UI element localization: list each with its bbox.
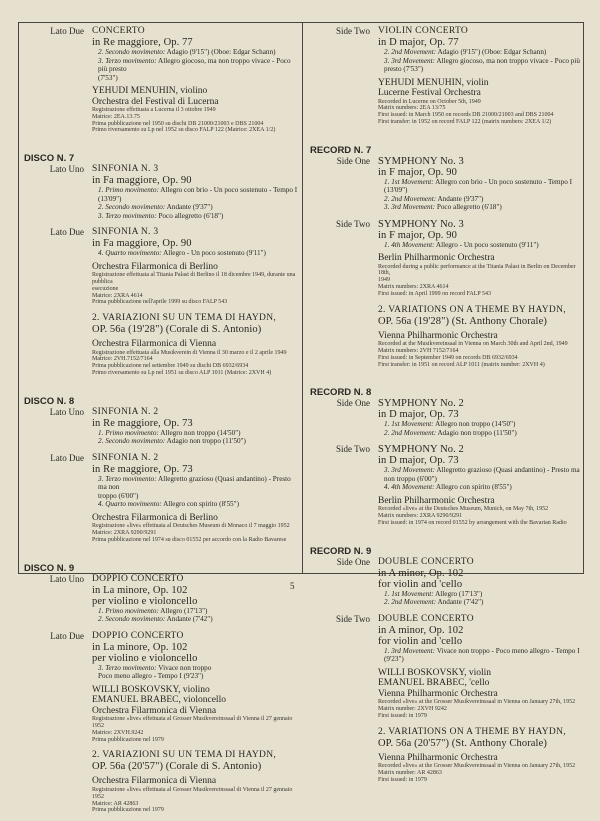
track-line [378,590,584,599]
recording-note: Primo riversamento su Lp nel 1952 su disco FALP 122 (Matrice: 2XEA 1/2) [92,127,276,134]
work-body [92,313,300,377]
english-column [308,26,584,791]
movement-detail: Vivace non troppo - Poco meno allegro - Tempo I [435,646,580,655]
recording-note: Prima pubblicazione nell'aprile 1999 su disco FALP 543 [92,299,228,306]
performer-line: Orchestra Filarmonica di Berlino [92,261,218,272]
recording-note: Registrazione «live» effettuata al Grosser Musikvereinssaal di Vienna il 27 gennaio 1952 [92,716,293,730]
track-line [378,241,584,250]
recording-note: First issued: in 1979 [378,712,427,719]
spacer [308,607,584,614]
movement-detail: Allegro non troppo (14'50") [158,428,241,437]
recording-note: Matrice: AR 42863 [92,800,139,807]
work-title-line: SINFONIA N. 2 [92,452,159,463]
work-entry [308,444,584,526]
work-title-line: in Re maggiore, Op. 73 [92,463,193,475]
spacer [22,306,300,313]
work-entry [22,227,300,306]
spacer [22,624,300,631]
movement-detail: Poco allegretto (6'18") [435,203,502,212]
work-body [378,727,584,784]
work-title-line: SYMPHONY No. 3 [378,218,464,230]
work-title-line: SINFONIA N. 3 [92,164,159,175]
column-divider [302,22,303,574]
side-label: Side Two [336,218,370,229]
spacer [308,534,584,544]
recording-note: Recorded at the Musikvereinsaal in Vienna on March 30th and April 2nd, 1949 [378,341,568,348]
work-entry [308,156,584,212]
recording-note: Recorded «live» at the Grosser Musikvereinssaal in Vienna on January 27th, 1952 [378,763,576,770]
movement-name: 4. 4th Movement: [384,483,435,492]
spacer [308,720,584,727]
movement-detail: Andante (7'42") [436,598,484,607]
work-title-line: for violin and 'cello [378,635,463,647]
spacer [22,446,300,453]
work-entry [22,407,300,446]
movement-name: 1. 1st Movement: [384,589,434,598]
performer-line: Orchestra Filarmonica di Vienna [92,339,217,350]
recording-note: First transfer: in 1952 on record FALP 122 (matrix numbers: 2XEA 1/2) [378,118,552,125]
work-title-line: OP. 56a (19'28") (St. Anthony Chorale) [378,315,547,327]
italian-column [22,26,300,821]
work-body [92,26,300,134]
work-body [92,227,300,306]
disc-heading [308,387,584,398]
recording-note: Matrix number: AR 42863 [378,769,442,776]
spacer [22,141,300,151]
movement-detail: Allegro con brio - Un poco sostenuto - Tempo I (13'09") [98,186,298,203]
movement-name: 2. Secondo movimento: [98,203,166,212]
side-label: Lato Due [50,227,84,238]
movement-name: 3. Terzo movimento: [98,663,157,672]
work-body [92,631,300,744]
movement-detail: Allegro con spirito (8'55") [434,483,512,492]
work-title-line: SINFONIA N. 2 [92,406,159,417]
work-entry [308,219,584,298]
movement-name: 2. 2nd Movement: [384,48,437,56]
work-title-line: in D major, Op. 73 [378,455,459,467]
work-title-line: per violino e violoncello [92,652,198,664]
spacer [22,743,300,750]
work-title-line: in A minor, Op. 102 [378,624,464,636]
side-label: Side One [336,398,370,409]
work-title-line: in Fa maggiore, Op. 90 [92,238,192,250]
movement-detail: Allegro (17'13") [158,606,208,615]
track-line [378,647,584,656]
side-label [22,313,92,377]
work-entry [22,313,300,377]
work-title-line: in Fa maggiore, Op. 90 [92,175,192,187]
spacer [22,384,300,394]
work-entry [308,305,584,369]
side-label [22,750,92,814]
disc-heading [308,145,584,156]
side-label: Lato Uno [49,573,84,584]
movement-detail: Adagio (9'15") (Oboe: Edgar Schann) [165,48,276,56]
work-body [92,164,300,220]
recording-note: Recorded in Lucerne on October 5th, 1949 [378,98,481,105]
side-label: Side Two [336,26,370,36]
recording-note: Prima pubblicazione nel 1979 [92,736,164,743]
recording-note: Registrazione effettuata al Titania Palast di Berlino il 18 dicembre 1949, durante una pubblica [92,272,296,285]
work-title-line: in Re maggiore, Op. 77 [92,37,193,48]
movement-detail: Allegro giocoso, ma non troppo vivace - Poco più [435,56,580,65]
work-body [378,444,584,526]
side-label: Lato Due [50,26,84,36]
recording-note: Prima pubblicazione nel 1979 [92,807,164,814]
track-line [378,475,584,484]
work-title-line: SINFONIA N. 3 [92,227,159,238]
recording-note: Registrazione effettuata a Lucerna il 3 ottobre 1949 [92,107,216,113]
movement-name: 2. Secondo movimento: [98,48,166,56]
track-line [92,249,300,258]
work-title-line: OP. 56a (20'57") (St. Anthony Chorale) [378,737,547,749]
recording-note: Matrix numbers: 2VH 7152/7164 [378,347,459,354]
movement-detail: Allegro - Un poco sostenuto (9'11") [434,240,539,249]
movement-detail: (9'23") [384,655,404,664]
recording-note: First issued: in April 1999 on record FALP 543 [378,290,491,297]
track-line [378,483,584,492]
recording-note: Matrice: 2XRA 4614 [92,292,143,299]
side-label: Lato Uno [49,164,84,175]
movement-detail: non troppo (6'00") [384,474,437,483]
spacer [308,368,584,375]
work-entry [308,398,584,437]
side-label: Side Two [336,613,370,624]
work-entry [22,750,300,814]
work-title-line: in D major, Op. 73 [378,409,459,421]
performer-line: Orchestra Filarmonica di Berlino [92,512,218,523]
movement-name: 1. 1st Movement: [384,420,434,429]
performer-line: EMANUEL BRABEC, 'cello [378,678,490,689]
track-line [92,492,300,501]
work-body [92,407,300,446]
movement-detail: Poco meno allegro - Tempo I (9'23") [98,672,204,681]
recording-note: Matrix number: 2XVH 9242 [378,706,447,713]
spacer [308,784,584,791]
recording-note: First issued: in September 1949 on records DB 6932/6934 [378,354,518,361]
movement-name: 3. Terzo movimento: [98,474,157,483]
recording-note: Prima pubblicazione nel settembre 1949 su dischi DB 6932/6934 [92,363,249,370]
movement-name: 2. 2nd Movement: [384,598,437,607]
disc-heading [22,396,300,407]
movement-detail: presto (7'53") [384,65,424,73]
movement-name: 4. Quarto movimento: [98,500,162,509]
track-line [92,607,300,616]
track-line [378,65,584,74]
side-label [308,305,378,369]
track-line [378,186,584,195]
work-entry [308,614,584,720]
track-line [378,178,584,187]
movement-detail: Vivace non troppo [156,663,212,672]
performer-line: YEHUDI MENUHIN, violino [92,86,208,96]
work-entry [22,574,300,624]
track-line [92,48,300,57]
movement-detail: Allegretto grazioso (Quasi andantino) - Presto ma [435,466,580,475]
work-body [92,574,300,624]
spacer [22,220,300,227]
track-line [92,475,300,492]
track-line [378,429,584,438]
disc-heading [22,563,300,574]
performer-line: Vienna Philharmonic Orchestra [378,752,498,763]
movement-name: 1. Primo movimento: [98,186,159,195]
disc-label: DISCO N. 9 [24,562,75,574]
track-line [92,664,300,673]
movement-name: 2. 2nd Movement: [384,194,437,203]
movement-detail: Adagio non troppo (11'50") [165,437,246,446]
work-title-line: OP. 56a (20'57") (Corale di S. Antonio) [92,761,262,773]
performer-line: Orchestra del Festival di Lucerna [92,96,219,107]
recording-note: Registrazione «live» effettuata al Deutsches Museum di Monaco il 7 maggio 1952 [92,523,290,530]
recording-note: Matrice: 2VH.7152/7164 [92,356,153,363]
work-entry [22,26,300,134]
performer-line: WILLI BOSKOVSKY, violin [378,667,492,678]
recording-note: First issued: in 1974 on record 01552 by arrangement with the Bavarian Radio [378,519,567,526]
movement-name: 2. Secondo movimento: [98,615,166,624]
performer-line: Berlin Philharmonic Orchestra [378,253,495,264]
performer-line: WILLI BOSKOVSKY, violino [92,684,210,695]
spacer [308,527,584,534]
movement-detail: troppo (6'00") [98,491,139,500]
movement-name: 2. 2nd Movement: [384,428,437,437]
work-title-line: in Re maggiore, Op. 73 [92,417,193,429]
work-entry [308,26,584,126]
movement-name: 1. 3rd Movement: [384,646,436,655]
work-title-line: CONCERTO [92,26,145,36]
spacer [22,551,300,561]
disc-heading [22,153,300,164]
movement-detail: Adagio non troppo (11'50") [436,428,517,437]
recording-note: Prima pubblicazione nel 1950 su dischi DB 21000/21003 e DBS 21004 [92,120,264,127]
track-line [378,466,584,475]
performer-line: Orchestra Filarmonica di Vienna [92,705,217,716]
movement-name: 1. 1st Movement: [384,177,434,186]
movement-name: 1. Primo movimento: [98,606,159,615]
movement-detail: Allegro con spirito (8'55") [161,500,239,509]
work-title-line: OP. 56a (19'28") (Corale di S. Antonio) [92,324,262,336]
work-entry [22,453,300,544]
work-entry [22,164,300,220]
work-title-line: 2. VARIATIONS ON A THEME BY HAYDN, [378,726,566,737]
movement-detail: Poco allegretto (6'18") [156,211,224,220]
movement-detail: Allegro con brio - Un poco sostenuto - Tempo I [433,177,573,186]
work-title-line: SYMPHONY No. 3 [378,155,464,167]
movement-detail: Allegro (17'13") [433,589,483,598]
track-line [92,212,300,221]
track-line [92,672,300,681]
work-body [378,219,584,298]
performer-line: Lucerne Festival Orchestra [378,88,481,98]
work-title-line: DOPPIO CONCERTO [92,630,184,641]
movement-name: 3. Terzo movimento: [98,56,157,65]
recording-note: esecuzione [92,285,119,292]
movement-detail: Andante (9'37") [436,194,484,203]
spacer [22,544,300,551]
movement-name: 3. Terzo movimento: [98,211,157,220]
movement-name: 3. 3rd Movement: [384,56,436,65]
work-title-line: in La minore, Op. 102 [92,584,188,596]
track-line [92,57,300,74]
work-body [378,398,584,437]
spacer [308,437,584,444]
movement-name: 1. Primo movimento: [98,428,159,437]
work-title-line: SYMPHONY No. 2 [378,398,464,410]
work-title-line: DOUBLE CONCERTO [378,613,474,624]
work-title-line: for violin and 'cello [378,578,463,590]
track-line [92,429,300,438]
disc-label: RECORD N. 8 [310,387,372,399]
work-body [378,156,584,212]
spacer [308,212,584,219]
work-title-line: VIOLIN CONCERTO [378,26,469,36]
work-body [378,614,584,720]
disc-label: DISCO N. 8 [24,395,75,407]
movement-detail: (7'53") [98,73,118,82]
recording-note: First issued: in March 1950 on records DB 21000/21003 and DBS 21004 [378,112,554,119]
work-body [92,750,300,814]
work-title-line: in F major, Op. 90 [378,229,457,241]
track-line [92,500,300,509]
work-title-line: in D major, Op. 77 [378,37,459,48]
recording-note: First transfer: in 1951 on record ALP 1011 (matrix number: 2XVH 4) [378,361,545,368]
page-number: 5 [290,581,295,591]
performer-line: Berlin Philharmonic Orchestra [378,495,495,506]
movement-name: 3. 3rd Movement: [384,203,436,212]
movement-detail: Allegro giocoso, ma non troppo vivace - Poco più presto [98,56,291,73]
recording-note: Matrice: 2EA.13.75 [92,113,140,120]
spacer [308,298,584,305]
recording-note: Recorded «live» at the Deutsches Museum, Munich, on May 7th, 1952 [378,506,549,513]
work-body [378,305,584,369]
work-title-line: in A minor, Op. 102 [378,567,464,579]
work-title-line: DOUBLE CONCERTO [378,556,474,567]
movement-detail: (13'09") [384,186,408,195]
spacer [22,377,300,384]
recording-note: Recorded «live» at the Grosser Musikvereinssaal in Vienna on January 27th, 1952 [378,699,576,706]
movement-name: 4. Quarto movimento: [98,249,162,258]
work-title-line: 2. VARIAZIONI SU UN TEMA DI HAYDN, [92,750,277,761]
side-label: Lato Uno [49,406,84,417]
recording-note: Matrix numbers: 2XRA 4614 [378,284,449,291]
movement-name: 3. 3rd Movement: [384,466,436,475]
recording-note: Recorded during a public performance at the Titania Palast in Berlin on December 18th, [378,263,576,277]
track-line [92,186,300,203]
movement-detail: Allegretto grazioso (Quasi andantino) - Presto ma non [98,474,291,492]
disc-heading [308,546,584,557]
track-line [378,420,584,429]
side-label: Side Two [336,444,370,455]
track-line [92,74,300,83]
recording-note: Matrice: 2XVH.9242 [92,729,144,736]
side-label: Lato Due [50,630,84,641]
recording-note: Matrix numbers: 2XRA 9290/9291 [378,513,463,520]
spacer [22,134,300,141]
work-title-line: 2. VARIAZIONI SU UN TEMA DI HAYDN, [92,313,277,324]
track-line [378,195,584,204]
track-line [92,437,300,446]
track-line [378,57,584,66]
work-entry [22,631,300,744]
side-label: Side One [336,155,370,166]
recording-note: Registrazione effettuata alla Musikverein di Vienna il 30 marzo e il 2 aprile 1949 [92,349,287,356]
movement-detail: Allegro - Un poco sostenuto (9'11") [161,249,266,258]
spacer [308,133,584,143]
track-line [378,203,584,212]
work-body [92,453,300,544]
work-title-line: in La minore, Op. 102 [92,641,188,653]
work-entry [308,727,584,784]
spacer [308,126,584,133]
track-line [378,655,584,664]
movement-name: 1. 4th Movement: [384,240,435,249]
track-line [92,615,300,624]
recording-note: 1949 [378,277,390,284]
disc-label: DISCO N. 7 [24,153,75,165]
work-entry [308,557,584,607]
disc-label: RECORD N. 7 [310,144,372,156]
work-title-line: per violino e violoncello [92,595,198,607]
work-body [378,26,584,126]
track-line [92,203,300,212]
spacer [22,814,300,821]
recording-note: Prima pubblicazione nel 1974 su disco 01552 per accordo con la Radio Bavarese [92,536,287,543]
work-title-line: 2. VARIATIONS ON A THEME BY HAYDN, [378,304,566,315]
performer-line: Vienna Philharmonic Orchestra [378,688,498,699]
movement-detail: Allegro non troppo (14'50") [433,420,516,429]
movement-detail: Andante (9'37") [165,203,213,212]
performer-line: YEHUDI MENUHIN, violin [378,77,489,88]
work-title-line: DOPPIO CONCERTO [92,573,184,584]
movement-detail: Andante (7'42") [165,615,213,624]
side-label: Lato Due [50,452,84,463]
performer-line: Orchestra Filarmonica di Vienna [92,776,217,787]
movement-detail: Adagio (9'15") (Oboe: Edgar Schann) [436,48,547,56]
performer-line: Vienna Philharmonic Orchestra [378,330,498,341]
recording-note: First issued: in 1979 [378,776,427,783]
side-label [308,727,378,784]
work-body [378,557,584,607]
track-line [378,48,584,57]
work-title-line: in F major, Op. 90 [378,166,457,178]
movement-name: 2. Secondo movimento: [98,437,166,446]
side-label: Side One [336,556,370,567]
recording-note: Matrice: 2XRA 9290/9291 [92,530,157,537]
recording-note: Matrix numbers: 2EA 13/75 [378,105,446,112]
recording-note: Primo riversamento su Lp nel 1951 su disco ALP 1011 (Matrice: 2XVH 4) [92,370,272,377]
spacer [308,375,584,385]
performer-line: EMANUEL BRABEC, violoncello [92,695,226,706]
work-title-line: SYMPHONY No. 2 [378,444,464,456]
disc-label: RECORD N. 9 [310,545,372,557]
recording-note: Registrazione «live» effettuata al Grosser Musikvereinssaal di Vienna il 27 gennaio 1952 [92,786,293,800]
